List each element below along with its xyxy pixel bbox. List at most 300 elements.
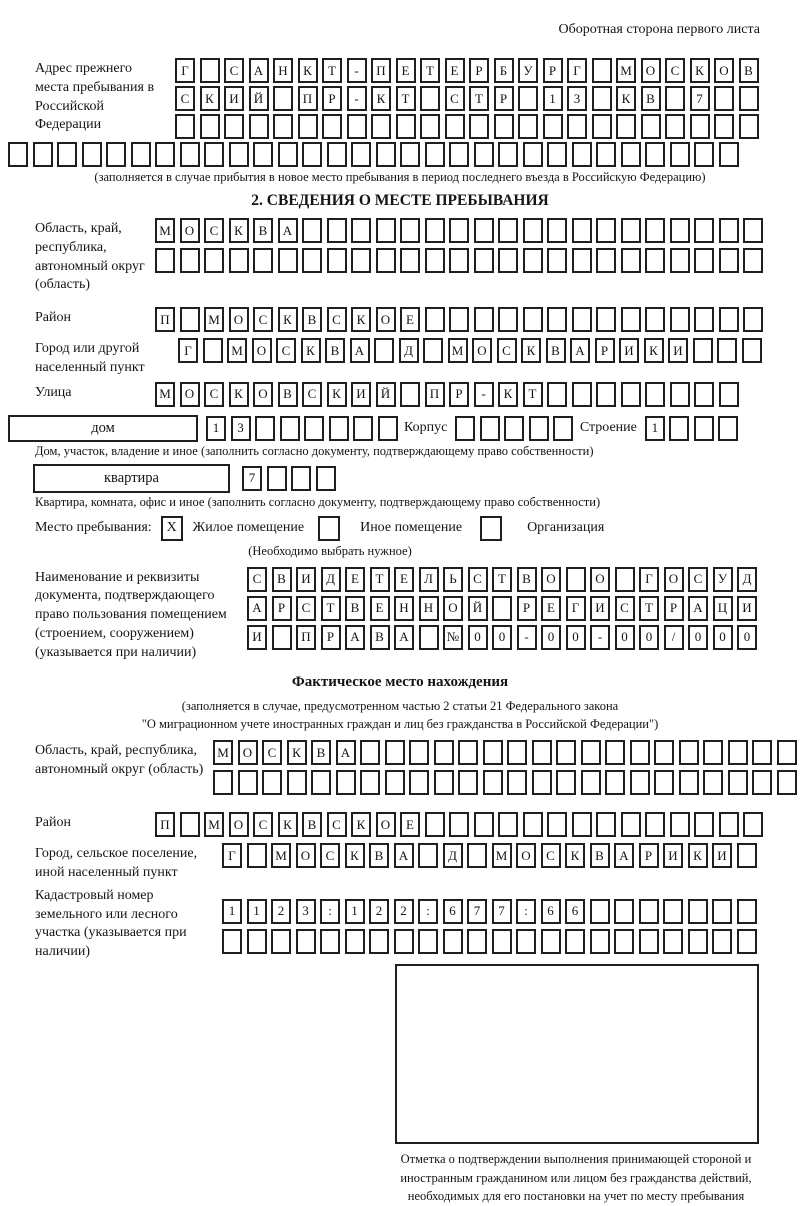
char-box[interactable]: Р <box>321 625 341 650</box>
char-box[interactable]: С <box>276 338 296 363</box>
char-box[interactable] <box>458 740 478 765</box>
char-box[interactable] <box>621 307 641 332</box>
char-box[interactable]: К <box>690 58 710 83</box>
char-box[interactable] <box>302 248 322 273</box>
char-box[interactable] <box>739 114 759 139</box>
char-box[interactable]: 1 <box>222 899 242 924</box>
char-box[interactable]: Й <box>249 86 269 111</box>
char-box[interactable] <box>302 218 322 243</box>
char-box[interactable] <box>665 114 685 139</box>
char-box[interactable]: Р <box>449 382 469 407</box>
char-box[interactable] <box>703 770 723 795</box>
char-box[interactable] <box>376 248 396 273</box>
char-box[interactable]: С <box>204 218 224 243</box>
char-box[interactable]: К <box>298 58 318 83</box>
char-box[interactable] <box>596 307 616 332</box>
char-box[interactable]: А <box>278 218 298 243</box>
char-box[interactable] <box>596 812 616 837</box>
char-box[interactable]: Н <box>419 596 439 621</box>
char-box[interactable] <box>645 142 665 167</box>
char-box[interactable] <box>737 929 757 954</box>
char-box[interactable] <box>247 929 267 954</box>
char-box[interactable]: А <box>336 740 356 765</box>
char-box[interactable] <box>376 218 396 243</box>
char-box[interactable]: С <box>320 843 340 868</box>
char-box[interactable] <box>572 382 592 407</box>
char-box[interactable] <box>469 114 489 139</box>
char-box[interactable] <box>670 382 690 407</box>
char-box[interactable] <box>418 843 438 868</box>
char-box[interactable] <box>547 248 567 273</box>
char-box[interactable] <box>590 899 610 924</box>
char-box[interactable]: 0 <box>468 625 488 650</box>
char-box[interactable]: Т <box>321 596 341 621</box>
char-box[interactable] <box>614 929 634 954</box>
char-box[interactable]: В <box>641 86 661 111</box>
char-box[interactable] <box>262 770 282 795</box>
char-box[interactable] <box>229 248 249 273</box>
char-box[interactable] <box>556 740 576 765</box>
char-box[interactable] <box>532 770 552 795</box>
char-box[interactable] <box>615 567 635 592</box>
char-box[interactable] <box>777 770 797 795</box>
char-box[interactable] <box>693 338 713 363</box>
char-box[interactable]: Р <box>322 86 342 111</box>
char-box[interactable]: К <box>345 843 365 868</box>
char-box[interactable] <box>247 843 267 868</box>
char-box[interactable] <box>238 770 258 795</box>
char-box[interactable] <box>516 929 536 954</box>
char-box[interactable] <box>523 307 543 332</box>
char-box[interactable] <box>273 86 293 111</box>
char-box[interactable]: В <box>517 567 537 592</box>
char-box[interactable] <box>547 307 567 332</box>
char-box[interactable]: О <box>229 812 249 837</box>
char-box[interactable] <box>719 218 739 243</box>
char-box[interactable]: - <box>517 625 537 650</box>
char-box[interactable]: П <box>425 382 445 407</box>
char-box[interactable]: Е <box>370 596 390 621</box>
char-box[interactable] <box>621 382 641 407</box>
char-box[interactable] <box>532 740 552 765</box>
char-box[interactable] <box>663 929 683 954</box>
char-box[interactable]: Т <box>420 58 440 83</box>
char-box[interactable] <box>213 770 233 795</box>
char-box[interactable] <box>752 740 772 765</box>
char-box[interactable] <box>737 843 757 868</box>
char-box[interactable] <box>679 740 699 765</box>
char-box[interactable] <box>320 929 340 954</box>
char-box[interactable]: Д <box>443 843 463 868</box>
char-box[interactable] <box>523 812 543 837</box>
char-box[interactable] <box>304 416 324 441</box>
char-box[interactable]: П <box>155 307 175 332</box>
char-box[interactable]: 0 <box>541 625 561 650</box>
char-box[interactable] <box>222 929 242 954</box>
char-box[interactable] <box>498 142 518 167</box>
char-box[interactable]: М <box>271 843 291 868</box>
char-box[interactable] <box>690 114 710 139</box>
char-box[interactable] <box>645 218 665 243</box>
char-box[interactable]: О <box>472 338 492 363</box>
char-box[interactable] <box>572 307 592 332</box>
char-box[interactable]: И <box>712 843 732 868</box>
char-box[interactable]: 1 <box>645 416 665 441</box>
char-box[interactable]: М <box>204 812 224 837</box>
char-box[interactable]: О <box>229 307 249 332</box>
char-box[interactable] <box>670 142 690 167</box>
char-box[interactable]: Ь <box>443 567 463 592</box>
char-box[interactable] <box>714 86 734 111</box>
char-box[interactable]: А <box>614 843 634 868</box>
char-box[interactable]: В <box>369 843 389 868</box>
char-box[interactable] <box>420 86 440 111</box>
char-box[interactable]: К <box>688 843 708 868</box>
char-box[interactable] <box>543 114 563 139</box>
char-box[interactable]: У <box>518 58 538 83</box>
char-box[interactable] <box>229 142 249 167</box>
char-box[interactable]: И <box>590 596 610 621</box>
char-box[interactable] <box>553 416 573 441</box>
char-box[interactable] <box>347 114 367 139</box>
char-box[interactable]: Е <box>394 567 414 592</box>
char-box[interactable] <box>605 740 625 765</box>
char-box[interactable]: О <box>541 567 561 592</box>
char-box[interactable] <box>523 248 543 273</box>
char-box[interactable]: С <box>302 382 322 407</box>
char-box[interactable] <box>518 86 538 111</box>
char-box[interactable] <box>621 248 641 273</box>
char-box[interactable]: Д <box>737 567 757 592</box>
char-box[interactable] <box>425 248 445 273</box>
char-box[interactable] <box>743 307 763 332</box>
char-box[interactable] <box>504 416 524 441</box>
char-box[interactable]: Р <box>595 338 615 363</box>
char-box[interactable] <box>665 86 685 111</box>
char-box[interactable] <box>596 142 616 167</box>
char-box[interactable]: Р <box>664 596 684 621</box>
char-box[interactable]: 6 <box>541 899 561 924</box>
char-box[interactable] <box>630 770 650 795</box>
char-box[interactable]: А <box>247 596 267 621</box>
char-box[interactable] <box>409 770 429 795</box>
char-box[interactable] <box>360 770 380 795</box>
char-box[interactable] <box>596 248 616 273</box>
char-box[interactable]: / <box>664 625 684 650</box>
char-box[interactable]: Г <box>566 596 586 621</box>
char-box[interactable] <box>418 929 438 954</box>
char-box[interactable]: С <box>615 596 635 621</box>
char-box[interactable] <box>581 740 601 765</box>
char-box[interactable] <box>728 740 748 765</box>
char-box[interactable]: Ц <box>713 596 733 621</box>
char-box[interactable] <box>33 142 53 167</box>
char-box[interactable] <box>434 770 454 795</box>
char-box[interactable] <box>249 114 269 139</box>
char-box[interactable]: 0 <box>639 625 659 650</box>
char-box[interactable] <box>719 248 739 273</box>
char-box[interactable] <box>590 929 610 954</box>
char-box[interactable]: О <box>590 567 610 592</box>
char-box[interactable]: О <box>296 843 316 868</box>
char-box[interactable]: С <box>224 58 244 83</box>
char-box[interactable]: О <box>238 740 258 765</box>
char-box[interactable] <box>57 142 77 167</box>
char-box[interactable]: С <box>468 567 488 592</box>
char-box[interactable] <box>131 142 151 167</box>
char-box[interactable] <box>719 142 739 167</box>
char-box[interactable]: О <box>253 382 273 407</box>
char-box[interactable] <box>474 307 494 332</box>
char-box[interactable] <box>106 142 126 167</box>
char-box[interactable] <box>737 899 757 924</box>
char-box[interactable] <box>547 142 567 167</box>
char-box[interactable] <box>518 114 538 139</box>
char-box[interactable]: А <box>394 625 414 650</box>
char-box[interactable]: Т <box>639 596 659 621</box>
char-box[interactable]: В <box>325 338 345 363</box>
char-box[interactable] <box>474 812 494 837</box>
char-box[interactable] <box>694 812 714 837</box>
char-box[interactable]: М <box>448 338 468 363</box>
char-box[interactable]: 0 <box>713 625 733 650</box>
char-box[interactable]: 3 <box>296 899 316 924</box>
char-box[interactable] <box>467 843 487 868</box>
char-box[interactable]: О <box>641 58 661 83</box>
char-box[interactable]: А <box>688 596 708 621</box>
char-box[interactable] <box>180 307 200 332</box>
char-box[interactable]: А <box>570 338 590 363</box>
char-box[interactable]: С <box>204 382 224 407</box>
char-box[interactable]: Е <box>345 567 365 592</box>
char-box[interactable] <box>385 740 405 765</box>
char-box[interactable]: С <box>665 58 685 83</box>
char-box[interactable] <box>302 142 322 167</box>
char-box[interactable]: 6 <box>565 899 585 924</box>
char-box[interactable] <box>420 114 440 139</box>
char-box[interactable] <box>547 218 567 243</box>
char-box[interactable]: К <box>371 86 391 111</box>
char-box[interactable] <box>743 812 763 837</box>
char-box[interactable] <box>374 338 394 363</box>
char-box[interactable] <box>523 218 543 243</box>
char-box[interactable] <box>752 770 772 795</box>
char-box[interactable]: 1 <box>543 86 563 111</box>
char-box[interactable]: Д <box>399 338 419 363</box>
char-box[interactable] <box>645 812 665 837</box>
char-box[interactable] <box>670 248 690 273</box>
char-box[interactable] <box>567 114 587 139</box>
char-box[interactable] <box>449 307 469 332</box>
char-box[interactable]: В <box>590 843 610 868</box>
char-box[interactable]: Т <box>523 382 543 407</box>
char-box[interactable] <box>777 740 797 765</box>
char-box[interactable] <box>529 416 549 441</box>
char-box[interactable] <box>728 770 748 795</box>
char-box[interactable] <box>203 338 223 363</box>
char-box[interactable] <box>596 382 616 407</box>
char-box[interactable]: Н <box>394 596 414 621</box>
char-box[interactable]: С <box>262 740 282 765</box>
char-box[interactable]: 7 <box>690 86 710 111</box>
char-box[interactable] <box>719 307 739 332</box>
char-box[interactable] <box>327 248 347 273</box>
char-box[interactable]: А <box>345 625 365 650</box>
char-box[interactable] <box>351 248 371 273</box>
char-box[interactable] <box>507 770 527 795</box>
char-box[interactable] <box>679 770 699 795</box>
char-box[interactable]: 3 <box>567 86 587 111</box>
char-box[interactable]: Г <box>178 338 198 363</box>
char-box[interactable]: М <box>155 218 175 243</box>
char-box[interactable]: С <box>247 567 267 592</box>
char-box[interactable]: Р <box>469 58 489 83</box>
char-box[interactable]: С <box>445 86 465 111</box>
char-box[interactable]: Е <box>396 58 416 83</box>
char-box[interactable]: В <box>739 58 759 83</box>
char-box[interactable] <box>376 142 396 167</box>
char-box[interactable] <box>272 625 292 650</box>
char-box[interactable]: 2 <box>369 899 389 924</box>
char-box[interactable]: А <box>394 843 414 868</box>
char-box[interactable]: В <box>253 218 273 243</box>
char-box[interactable] <box>449 248 469 273</box>
char-box[interactable] <box>639 929 659 954</box>
char-box[interactable] <box>467 929 487 954</box>
char-box[interactable] <box>592 86 612 111</box>
char-box[interactable] <box>474 218 494 243</box>
char-box[interactable]: Р <box>543 58 563 83</box>
char-box[interactable] <box>492 929 512 954</box>
char-box[interactable]: К <box>565 843 585 868</box>
char-box[interactable] <box>204 248 224 273</box>
char-box[interactable]: С <box>175 86 195 111</box>
char-box[interactable]: И <box>619 338 639 363</box>
char-box[interactable]: А <box>249 58 269 83</box>
char-box[interactable]: У <box>713 567 733 592</box>
char-box[interactable] <box>507 740 527 765</box>
char-box[interactable]: П <box>296 625 316 650</box>
char-box[interactable] <box>8 142 28 167</box>
char-box[interactable] <box>267 466 287 491</box>
char-box[interactable] <box>694 218 714 243</box>
char-box[interactable] <box>329 416 349 441</box>
char-box[interactable]: Т <box>492 567 512 592</box>
char-box[interactable]: Г <box>175 58 195 83</box>
char-box[interactable] <box>316 466 336 491</box>
char-box[interactable] <box>351 142 371 167</box>
char-box[interactable] <box>556 770 576 795</box>
char-box[interactable]: 3 <box>231 416 251 441</box>
char-box[interactable] <box>743 248 763 273</box>
char-box[interactable] <box>400 248 420 273</box>
char-box[interactable] <box>670 218 690 243</box>
char-box[interactable] <box>200 114 220 139</box>
char-box[interactable]: С <box>688 567 708 592</box>
char-box[interactable] <box>445 114 465 139</box>
char-box[interactable]: В <box>345 596 365 621</box>
char-box[interactable] <box>480 416 500 441</box>
char-box[interactable] <box>449 218 469 243</box>
char-box[interactable]: М <box>213 740 233 765</box>
char-box[interactable] <box>572 248 592 273</box>
char-box[interactable] <box>581 770 601 795</box>
char-box[interactable] <box>253 248 273 273</box>
char-box[interactable]: И <box>737 596 757 621</box>
char-box[interactable]: Г <box>639 567 659 592</box>
char-box[interactable]: Н <box>273 58 293 83</box>
char-box[interactable]: К <box>278 307 298 332</box>
char-box[interactable]: А <box>350 338 370 363</box>
char-box[interactable]: К <box>498 382 518 407</box>
char-box[interactable] <box>654 740 674 765</box>
char-box[interactable] <box>455 416 475 441</box>
char-box[interactable]: Т <box>396 86 416 111</box>
char-box[interactable] <box>742 338 762 363</box>
char-box[interactable] <box>443 929 463 954</box>
char-box[interactable]: Л <box>419 567 439 592</box>
stay-type-checkbox-organization[interactable] <box>480 516 502 541</box>
char-box[interactable] <box>200 58 220 83</box>
char-box[interactable]: О <box>376 812 396 837</box>
char-box[interactable]: К <box>200 86 220 111</box>
char-box[interactable] <box>180 248 200 273</box>
char-box[interactable] <box>596 218 616 243</box>
char-box[interactable] <box>565 929 585 954</box>
char-box[interactable] <box>369 929 389 954</box>
char-box[interactable] <box>670 812 690 837</box>
char-box[interactable]: В <box>370 625 390 650</box>
char-box[interactable] <box>694 142 714 167</box>
char-box[interactable]: Е <box>541 596 561 621</box>
char-box[interactable]: : <box>418 899 438 924</box>
char-box[interactable] <box>298 114 318 139</box>
char-box[interactable]: К <box>301 338 321 363</box>
char-box[interactable] <box>616 114 636 139</box>
char-box[interactable] <box>498 218 518 243</box>
char-box[interactable]: С <box>296 596 316 621</box>
char-box[interactable] <box>498 248 518 273</box>
char-box[interactable]: И <box>247 625 267 650</box>
char-box[interactable] <box>645 248 665 273</box>
char-box[interactable]: И <box>351 382 371 407</box>
char-box[interactable] <box>566 567 586 592</box>
char-box[interactable]: М <box>227 338 247 363</box>
char-box[interactable]: В <box>546 338 566 363</box>
char-box[interactable] <box>345 929 365 954</box>
char-box[interactable] <box>498 307 518 332</box>
stay-type-checkbox-residential[interactable]: X <box>161 516 183 541</box>
char-box[interactable]: О <box>252 338 272 363</box>
char-box[interactable] <box>425 218 445 243</box>
char-box[interactable]: Р <box>272 596 292 621</box>
char-box[interactable]: О <box>714 58 734 83</box>
char-box[interactable] <box>296 929 316 954</box>
char-box[interactable]: Е <box>445 58 465 83</box>
char-box[interactable] <box>82 142 102 167</box>
char-box[interactable] <box>621 142 641 167</box>
char-box[interactable]: К <box>327 382 347 407</box>
char-box[interactable] <box>714 114 734 139</box>
char-box[interactable] <box>605 770 625 795</box>
char-box[interactable] <box>336 770 356 795</box>
char-box[interactable] <box>483 740 503 765</box>
char-box[interactable] <box>409 740 429 765</box>
char-box[interactable] <box>224 114 244 139</box>
char-box[interactable]: 0 <box>688 625 708 650</box>
char-box[interactable]: П <box>155 812 175 837</box>
char-box[interactable] <box>278 142 298 167</box>
